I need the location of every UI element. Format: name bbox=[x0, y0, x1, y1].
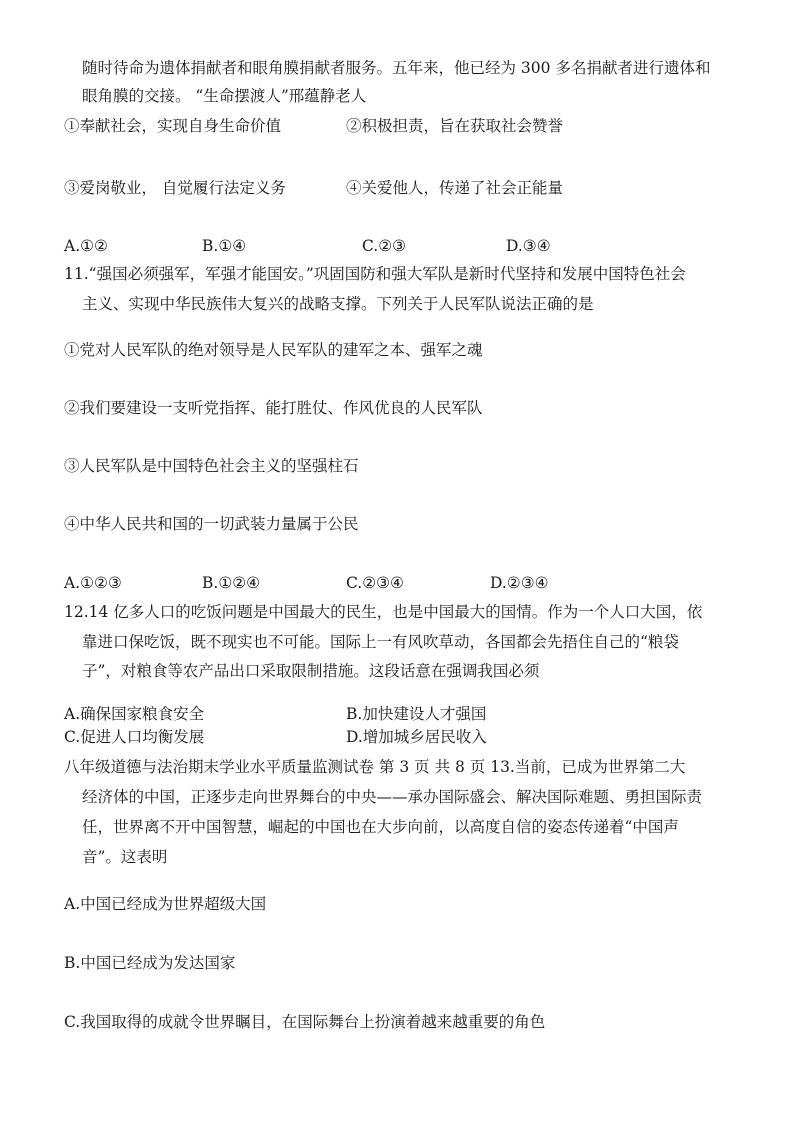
q10-statement-3: ③爱岗敬业， 自觉履行法定义务 bbox=[64, 179, 286, 197]
q13-stem-line-4: 音”。这表明 bbox=[82, 848, 168, 866]
q10-statement-1: ①奉献社会，实现自身生命价值 bbox=[64, 117, 282, 135]
q10-option-b: B.①④ bbox=[202, 237, 247, 255]
q11-statement-3: ③人民军队是中国特色社会主义的坚强柱石 bbox=[64, 457, 359, 475]
q10-statement-4: ④关爱他人，传递了社会正能量 bbox=[346, 179, 564, 197]
q13-stem-line-3: 任，世界离不开中国智慧，崛起的中国也在大步向前，以高度自信的姿态传递着“中国声 bbox=[82, 818, 679, 836]
q12-option-b: B.加快建设人才强国 bbox=[346, 705, 487, 723]
q10-text-line-1: 随时待命为遗体捐献者和眼角膜捐献者服务。五年来，他已经为 300 多名捐献者进行遗体和 bbox=[82, 59, 711, 77]
q12-option-d: D.增加城乡居民收入 bbox=[346, 728, 487, 746]
q13-option-c: C.我国取得的成就令世界瞩目，在国际舞台上扮演着越来越重要的角色 bbox=[64, 1013, 546, 1031]
q13-option-a: A.中国已经成为世界超级大国 bbox=[64, 895, 267, 913]
q10-option-a: A.①② bbox=[64, 237, 108, 255]
q11-option-c: C.②③④ bbox=[346, 574, 404, 592]
q10-option-c: C.②③ bbox=[362, 237, 407, 255]
q12-option-a: A.确保国家粮食安全 bbox=[64, 705, 205, 723]
q11-stem-line-2: 主义、实现中华民族伟大复兴的战略支撑。下列关于人民军队说法正确的是 bbox=[82, 295, 594, 313]
q13-stem-line-1: 八年级道德与法治期末学业水平质量监测试卷 第 3 页 共 8 页 13.当前，已成为世界第二大 bbox=[64, 758, 686, 776]
q11-option-a: A.①②③ bbox=[64, 574, 122, 592]
q12-stem-line-2: 靠进口保吃饭，既不现实也不可能。国际上一有风吹草动，各国都会先捂住自己的“粮袋 bbox=[82, 633, 679, 651]
q13-stem-line-2: 经济体的中国，正逐步走向世界舞台的中央——承办国际盛会、解决国际难题、勇担国际责 bbox=[82, 788, 703, 806]
q12-stem-line-1: 12.14 亿多人口的吃饭问题是中国最大的民生，也是中国最大的国情。作为一个人口大国，依 bbox=[64, 603, 703, 621]
q13-option-b: B.中国已经成为发达国家 bbox=[64, 954, 236, 972]
q11-statement-2: ②我们要建设一支听党指挥、能打胜仗、作风优良的人民军队 bbox=[64, 399, 483, 417]
q10-text-line-2: 眼角膜的交接。 “生命摆渡人”邢蕴静老人 bbox=[82, 87, 367, 105]
q11-option-b: B.①②④ bbox=[202, 574, 261, 592]
q10-statement-2: ②积极担责，旨在获取社会赞誉 bbox=[346, 117, 564, 135]
q12-option-c: C.促进人口均衡发展 bbox=[64, 728, 205, 746]
q11-statement-1: ①党对人民军队的绝对领导是人民军队的建军之本、强军之魂 bbox=[64, 341, 483, 359]
q11-option-d: D.②③④ bbox=[490, 574, 549, 592]
q11-statement-4: ④中华人民共和国的一切武装力量属于公民 bbox=[64, 515, 359, 533]
q12-stem-line-3: 子”，对粮食等农产品出口采取限制措施。这段话意在强调我国必须 bbox=[82, 662, 540, 680]
q10-option-d: D.③④ bbox=[506, 237, 551, 255]
q11-stem-line-1: 11.“强国必须强军，军强才能国安。”巩固国防和强大军队是新时代坚持和发展中国特色社会 bbox=[64, 265, 686, 283]
